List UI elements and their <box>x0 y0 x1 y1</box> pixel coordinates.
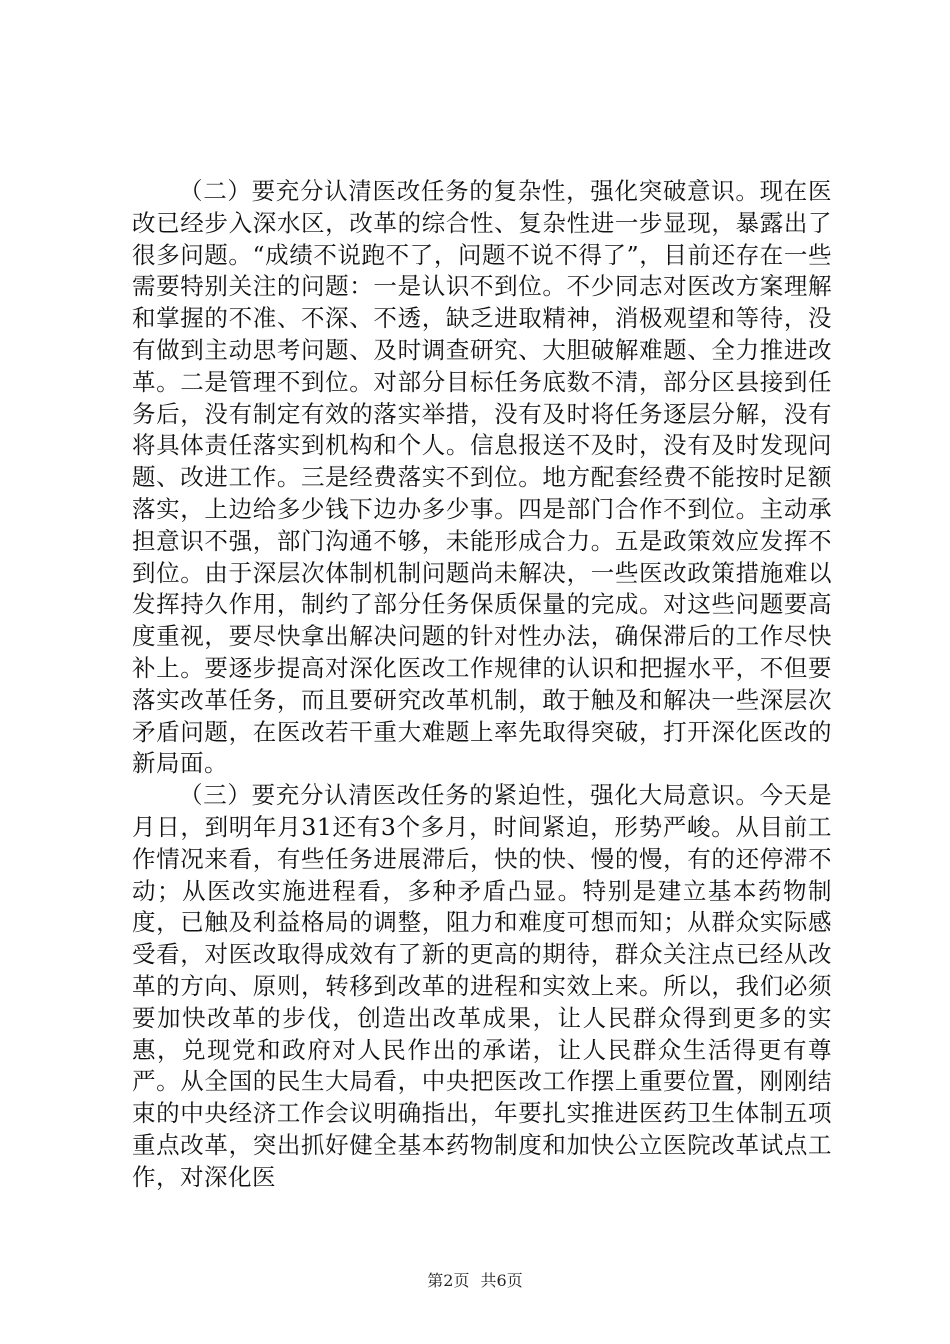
paragraph-3: （三）要充分认清医改任务的紧迫性，强化大局意识。今天是月日，到明年月31还有3个多月，时间紧迫，形势严峻。从目前工作情况来看，有些任务进展滞后，快的快、慢的慢，有的还停滞不动；从医改实施进程看，多种矛盾凸显。特别是建立基本药物制度，已触及利益格局的调整，阻力和难度可想而知；从群众实际感受看，对医改取得成效有了新的更高的期待，群众关注点已经从改革的方向、原则，转移到改革的进程和实效上来。所以，我们必须要加快改革的步伐，创造出改革成果，让人民群众得到更多的实惠，兑现党和政府对人民作出的承诺，让人民群众生活得更有尊严。从全国的民生大局看，中央把医改工作摆上重要位置，刚刚结束的中央经济工作会议明确指出，年要扎实推进医药卫生体制五项重点改革，突出抓好健全基本药物制度和加快公立医院改革试点工作，对深化医 <box>132 781 832 1191</box>
page-total: 共6页 <box>480 1271 523 1290</box>
document-body <box>132 176 832 1194</box>
page-footer <box>0 1268 950 1291</box>
page-number: 第2页 <box>427 1271 470 1290</box>
paragraph-2: （二）要充分认清医改任务的复杂性，强化突破意识。现在医改已经步入深水区，改革的综合性、复杂性进一步显现，暴露出了很多问题。“成绩不说跑不了，问题不说不得了”，目前还存在一些需要特别关注的问题：一是认识不到位。不少同志对医改方案理解和掌握的不准、不深、不透，缺乏进取精神，消极观望和等待，没有做到主动思考问题、及时调查研究、大胆破解难题、全力推进改革。二是管理不到位。对部分目标任务底数不清，部分区县接到任务后，没有制定有效的落实举措，没有及时将任务逐层分解，没有将具体责任落实到机构和个人。信息报送不及时，没有及时发现问题、改进工作。三是经费落实不到位。地方配套经费不能按时足额落实，上边给多少钱下边办多少事。四是部门合作不到位。主动承担意识不强，部门沟通不够，未能形成合力。五是政策效应发挥不到位。由于深层次体制机制问题尚未解决，一些医改政策措施难以发挥持久作用，制约了部分任务保质保量的完成。对这些问题要高度重视，要尽快拿出解决问题的针对性办法，确保滞后的工作尽快补上。要逐步提高对深化医改工作规律的认识和把握水平，不但要落实改革任务，而且要研究改革机制，敢于触及和解决一些深层次矛盾问题，在医改若干重大难题上率先取得突破，打开深化医改的新局面。 <box>132 177 832 778</box>
